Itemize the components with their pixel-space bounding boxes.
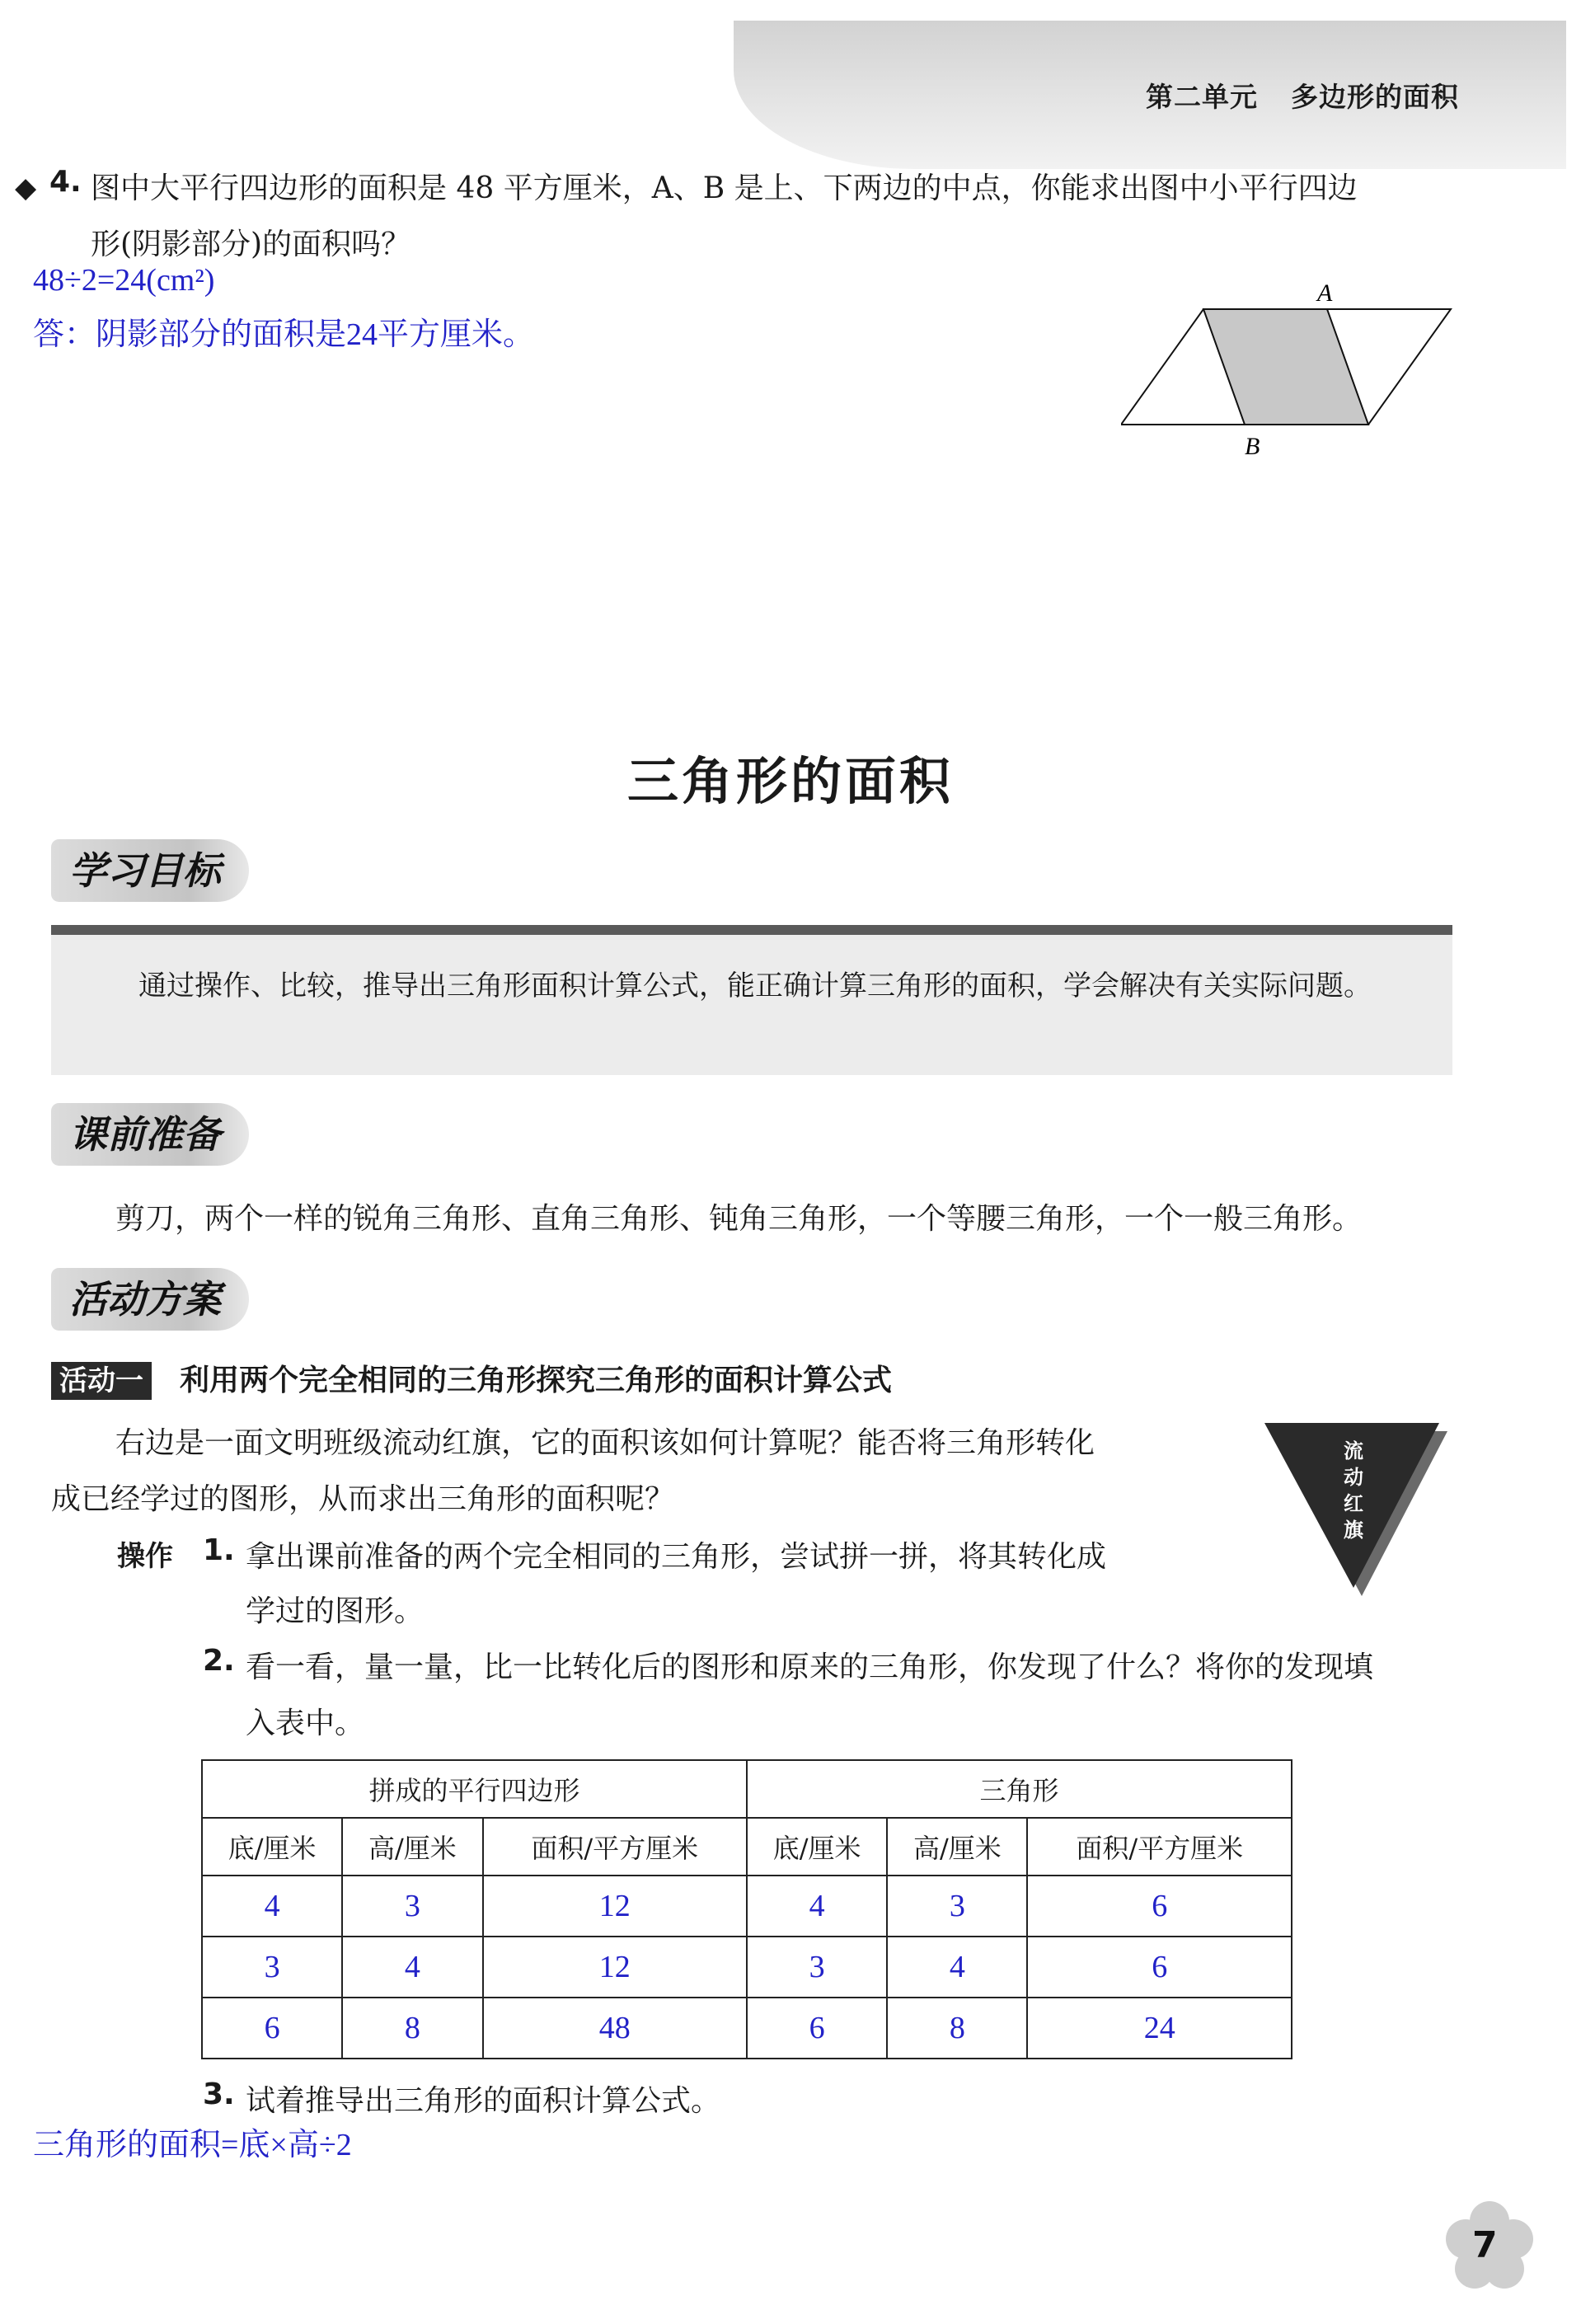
table-cell: 4 (747, 1876, 887, 1937)
op1-number: 1. (203, 1533, 235, 1567)
group-header-triangle: 三角形 (747, 1760, 1292, 1818)
table-cell: 8 (887, 1998, 1027, 2059)
op1-line-2: 学过的图形。 (246, 1594, 425, 1628)
parallelogram-figure (1121, 276, 1467, 466)
red-flag-figure (1261, 1420, 1459, 1609)
answer-calculation: 48÷2=24(cm²) (33, 263, 215, 298)
running-header (1146, 76, 1459, 115)
op2-line-2: 入表中。 (246, 1707, 365, 1740)
label-b: B (1245, 433, 1260, 460)
results-table (201, 1759, 1292, 2059)
intro-line-2: 成已经学过的图形，从而求出三角形的面积呢？ (51, 1482, 675, 1516)
table-cell: 6 (747, 1998, 887, 2059)
learning-goal-text: 通过操作、比较，推导出三角形面积计算公式，能正确计算三角形的面积，学会解决有关实际问题。 (138, 970, 1372, 1002)
op3-text: 试着推导出三角形的面积计算公式。 (246, 2084, 721, 2118)
formula-answer: 三角形的面积=底×高÷2 (33, 2128, 352, 2162)
table-cell: 3 (887, 1876, 1027, 1937)
op2-line-1: 看一看，量一量，比一比转化后的图形和原来的三角形，你发现了什么？将你的发现填 (246, 1650, 1374, 1684)
column-header: 底/厘米 (747, 1818, 887, 1876)
operation-label: 操作 (117, 1540, 173, 1573)
table-cell: 6 (1027, 1876, 1292, 1937)
intro-line-1: 右边是一面文明班级流动红旗，它的面积该如何计算呢？能否将三角形转化 (115, 1426, 1095, 1460)
question-marker-icon: ◆ (15, 171, 37, 204)
question-line-2: 形(阴影部分)的面积吗？ (91, 228, 411, 261)
flag-char-4: 旗 (1344, 1519, 1363, 1542)
preparation-tag: 课前准备 (51, 1103, 249, 1166)
table-cell: 12 (483, 1937, 747, 1998)
table-row (202, 1876, 1292, 1937)
table-cell: 6 (202, 1998, 342, 2059)
table-cell: 24 (1027, 1998, 1292, 2059)
table-column-header-row (202, 1818, 1292, 1876)
header-title: 多边形的面积 (1291, 81, 1459, 113)
activity-plan-tag: 活动方案 (51, 1268, 249, 1331)
table-row (202, 1937, 1292, 1998)
table-cell: 8 (342, 1998, 482, 2059)
answer-sentence: 答：阴影部分的面积是24平方厘米。 (33, 317, 535, 352)
question-number: 4. (49, 165, 82, 199)
column-header: 面积/平方厘米 (1027, 1818, 1292, 1876)
flag-char-2: 动 (1344, 1466, 1363, 1489)
table-cell: 12 (483, 1876, 747, 1937)
group-header-parallelogram: 拼成的平行四边形 (202, 1760, 747, 1818)
table-cell: 3 (342, 1876, 482, 1937)
column-header: 底/厘米 (202, 1818, 342, 1876)
table-cell: 4 (342, 1937, 482, 1998)
table-row (202, 1998, 1292, 2059)
section-title: 三角形的面积 (626, 751, 954, 811)
preparation-text: 剪刀，两个一样的锐角三角形、直角三角形、钝角三角形，一个等腰三角形，一个一般三角形。 (115, 1202, 1363, 1236)
header-unit: 第二单元 (1146, 81, 1258, 113)
op3-number: 3. (203, 2078, 235, 2111)
table-cell: 3 (202, 1937, 342, 1998)
column-header: 面积/平方厘米 (483, 1818, 747, 1876)
goal-divider (51, 925, 1452, 935)
flag-char-1: 流 (1344, 1439, 1363, 1462)
question-line-1: 图中大平行四边形的面积是 48 平方厘米，A、B 是上、下两边的中点，你能求出图中小平行四边 (91, 171, 1358, 205)
flag-char-3: 红 (1344, 1492, 1363, 1515)
table-group-header-row (202, 1760, 1292, 1818)
column-header: 高/厘米 (887, 1818, 1027, 1876)
shaded-parallelogram (1203, 309, 1368, 425)
page-number: 7 (1472, 2224, 1498, 2266)
learning-goal-tag: 学习目标 (51, 839, 249, 902)
table-cell: 48 (483, 1998, 747, 2059)
activity-1-title: 利用两个完全相同的三角形探究三角形的面积计算公式 (180, 1364, 893, 1397)
table-cell: 3 (747, 1937, 887, 1998)
table-cell: 4 (202, 1876, 342, 1937)
activity-1-label: 活动一 (51, 1362, 152, 1400)
op1-line-1: 拿出课前准备的两个完全相同的三角形，尝试拼一拼，将其转化成 (246, 1540, 1107, 1574)
op2-number: 2. (203, 1644, 235, 1678)
table-cell: 6 (1027, 1937, 1292, 1998)
label-a: A (1317, 279, 1333, 307)
column-header: 高/厘米 (342, 1818, 482, 1876)
table-cell: 4 (887, 1937, 1027, 1998)
